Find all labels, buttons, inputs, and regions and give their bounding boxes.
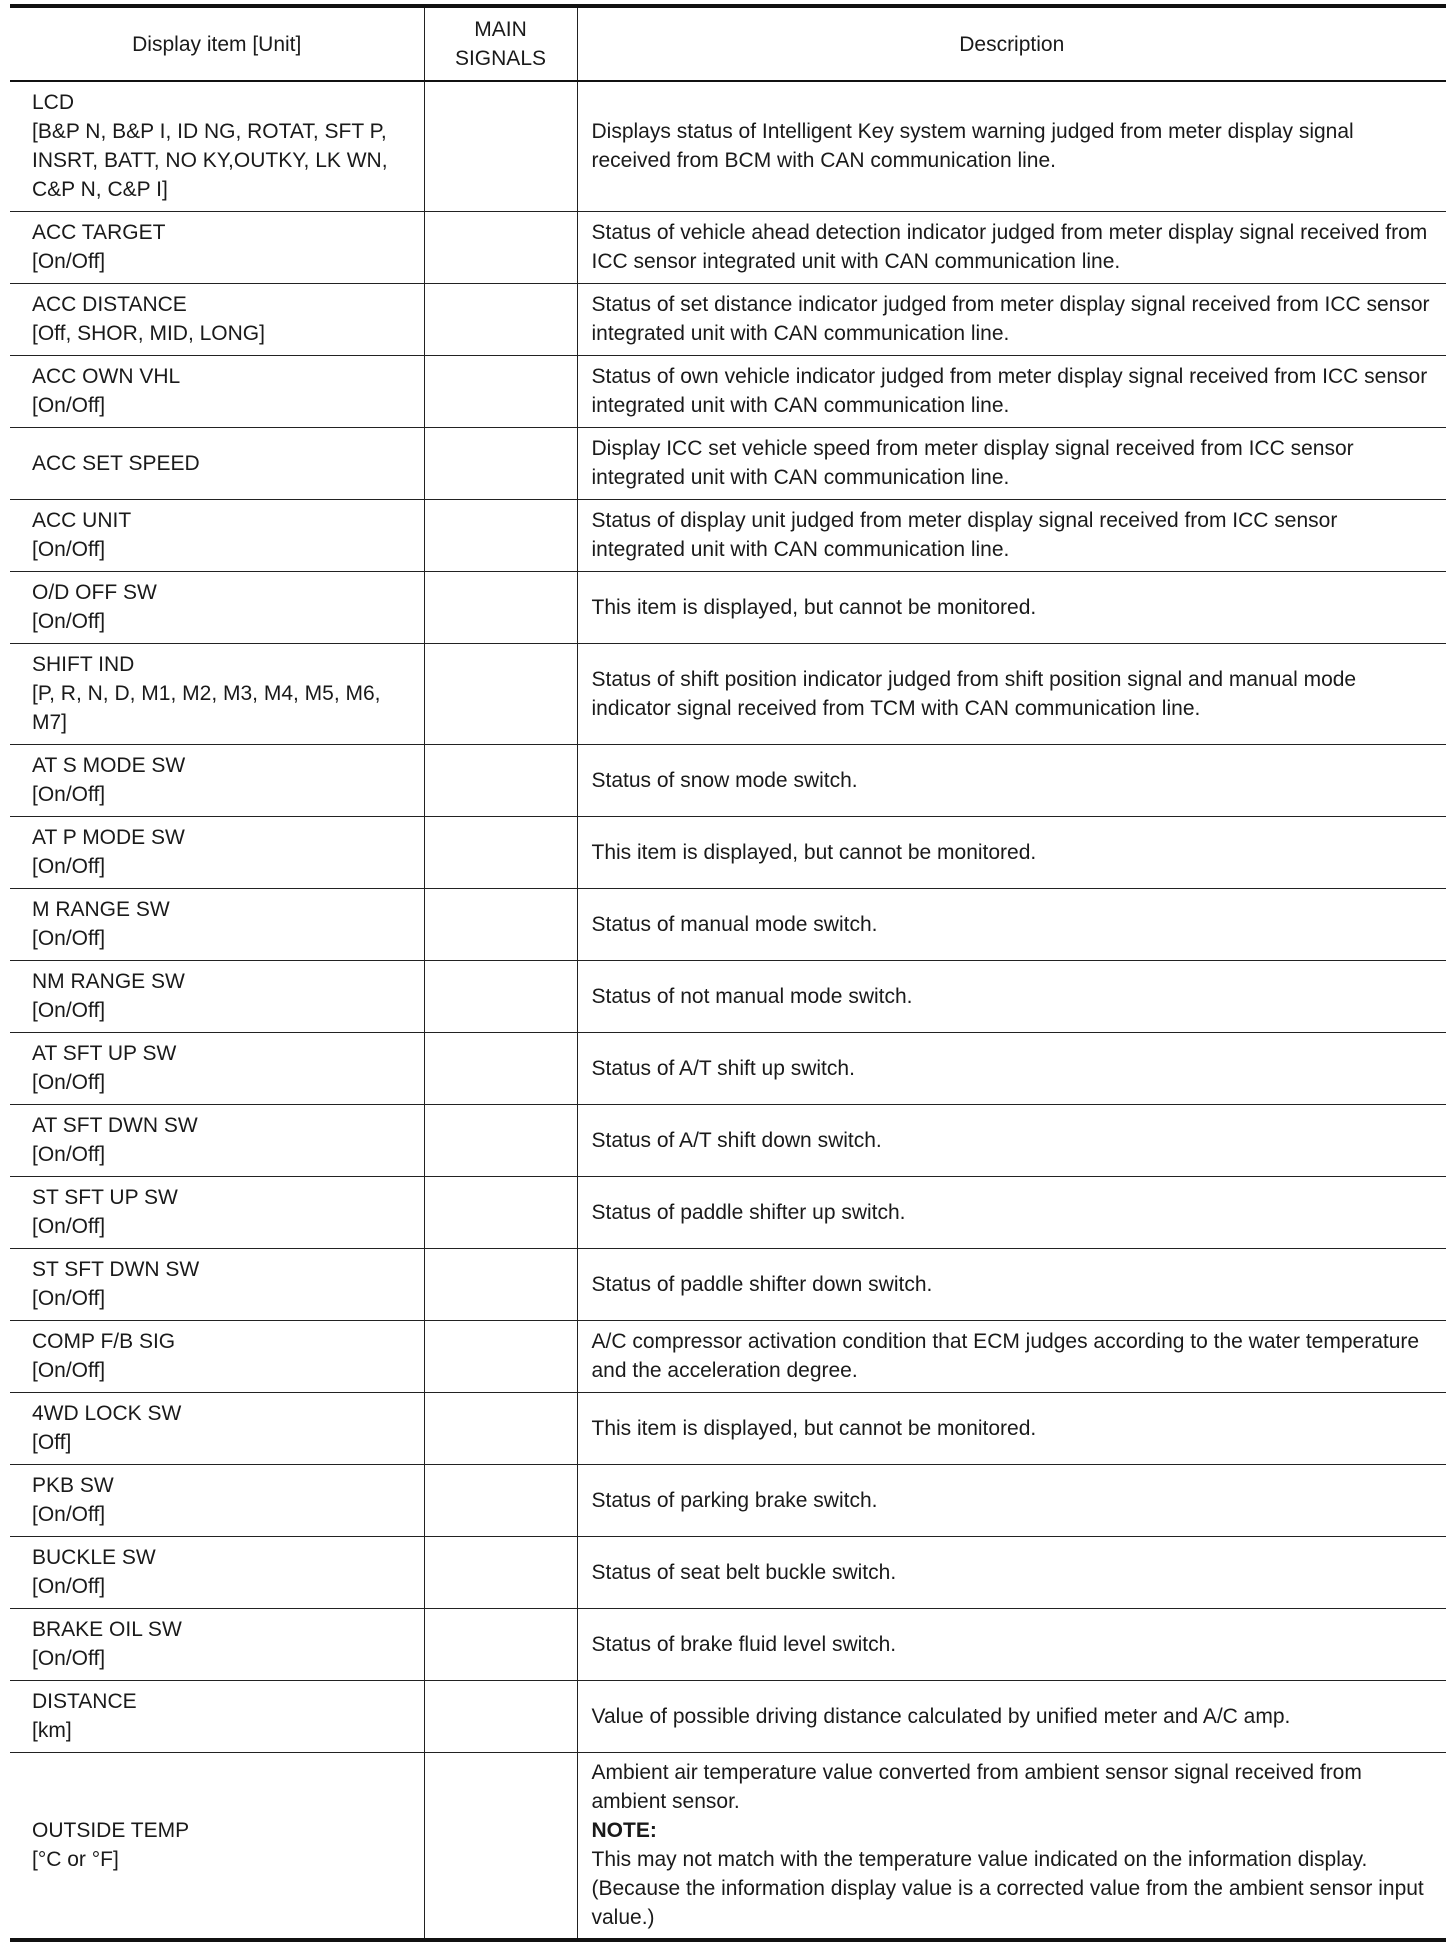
display-item-unit: [On/Off] <box>32 1575 106 1598</box>
display-item-name: ACC SET SPEED <box>32 451 200 475</box>
display-item-unit: [P, R, N, D, M1, M2, M3, M4, M5, M6, M7] <box>32 682 381 734</box>
description-cell <box>577 211 1446 283</box>
description-cell <box>577 1464 1446 1536</box>
main-signals-cell <box>424 1752 577 1940</box>
main-signals-cell <box>424 211 577 283</box>
display-item-unit: [On/Off] <box>32 927 106 950</box>
display-item-name: PKB SW <box>32 1474 114 1497</box>
display-item-unit: [On/Off] <box>32 250 106 273</box>
table-row <box>10 1032 1446 1104</box>
display-item-cell <box>10 355 424 427</box>
description-cell <box>577 1536 1446 1608</box>
display-item-cell <box>10 816 424 888</box>
display-item-name: AT SFT UP SW <box>32 1042 177 1065</box>
display-item-cell <box>10 1104 424 1176</box>
description-text: This item is displayed, but cannot be monitored. <box>591 840 1037 864</box>
display-item-unit: [On/Off] <box>32 1143 106 1166</box>
display-item-cell <box>10 643 424 744</box>
table-row <box>10 355 1446 427</box>
display-item-cell <box>10 211 424 283</box>
description-cell <box>577 283 1446 355</box>
description-text: Displays status of Intelligent Key system warning judged from meter display signal received from BCM with CAN communication line. <box>591 120 1354 173</box>
table-body <box>10 81 1446 1940</box>
description-text: Status of not manual mode switch. <box>591 984 913 1008</box>
description-cell <box>577 960 1446 1032</box>
table-row <box>10 816 1446 888</box>
description-cell <box>577 355 1446 427</box>
description-cell <box>577 1176 1446 1248</box>
display-item-unit: [On/Off] <box>32 1215 106 1238</box>
display-item-unit: [On/Off] <box>32 1287 106 1310</box>
display-item-cell <box>10 1536 424 1608</box>
display-item-unit: [On/Off] <box>32 610 106 633</box>
display-item-name: OUTSIDE TEMP <box>32 1819 190 1843</box>
display-item-unit: [On/Off] <box>32 1071 106 1094</box>
display-item-unit: [On/Off] <box>32 783 106 806</box>
table-row <box>10 1104 1446 1176</box>
table-row <box>10 1464 1446 1536</box>
display-item-name: ST SFT DWN SW <box>32 1258 200 1281</box>
display-item-name: ST SFT UP SW <box>32 1186 178 1209</box>
description-cell <box>577 744 1446 816</box>
main-signals-cell <box>424 1464 577 1536</box>
display-item-unit: [On/Off] <box>32 1359 106 1382</box>
main-signals-cell <box>424 1176 577 1248</box>
description-cell <box>577 499 1446 571</box>
display-item-unit: [On/Off] <box>32 394 106 417</box>
main-signals-cell <box>424 571 577 643</box>
display-item-cell <box>10 1320 424 1392</box>
display-item-name: DISTANCE <box>32 1690 137 1713</box>
description-text: Status of parking brake switch. <box>591 1488 878 1512</box>
description-text: A/C compressor activation condition that ECM judges according to the water temperature and the acceleration degree. <box>591 1330 1420 1382</box>
display-item-name: SHIFT IND <box>32 653 135 676</box>
display-item-table <box>10 4 1446 1942</box>
main-signals-cell <box>424 355 577 427</box>
main-signals-cell <box>424 1248 577 1320</box>
description-text: Value of possible driving distance calculated by unified meter and A/C amp. <box>591 1704 1291 1728</box>
description-cell <box>577 1248 1446 1320</box>
table-row <box>10 1680 1446 1752</box>
main-signals-cell <box>424 1032 577 1104</box>
table-row <box>10 744 1446 816</box>
display-item-name: BRAKE OIL SW <box>32 1618 182 1641</box>
description-cell <box>577 888 1446 960</box>
description-cell <box>577 427 1446 499</box>
table-row <box>10 1176 1446 1248</box>
display-item-name: AT SFT DWN SW <box>32 1114 198 1137</box>
table-row <box>10 81 1446 211</box>
description-text: Status of A/T shift down switch. <box>591 1128 882 1152</box>
display-item-name: BUCKLE SW <box>32 1546 156 1569</box>
description-cell <box>577 1320 1446 1392</box>
display-item-unit: [On/Off] <box>32 855 106 878</box>
display-item-cell <box>10 960 424 1032</box>
display-item-cell <box>10 1392 424 1464</box>
description-cell <box>577 816 1446 888</box>
display-item-cell <box>10 427 424 499</box>
description-cell <box>577 1608 1446 1680</box>
display-item-cell <box>10 1752 424 1940</box>
description-text: Status of A/T shift up switch. <box>591 1056 855 1080</box>
main-signals-cell <box>424 643 577 744</box>
header-main-signals: MAIN SIGNALS <box>424 6 577 81</box>
description-text: This item is displayed, but cannot be monitored. <box>591 595 1037 619</box>
document-page <box>10 4 1446 1942</box>
main-signals-cell <box>424 744 577 816</box>
note-text: This may not match with the temperature value indicated on the information display. (Because the information display value is a corrected value from the ambient sensor input value.) <box>591 1848 1424 1930</box>
main-signals-cell <box>424 816 577 888</box>
display-item-cell <box>10 1464 424 1536</box>
main-signals-cell <box>424 1608 577 1680</box>
header-description: Description <box>577 6 1446 81</box>
description-text: Status of own vehicle indicator judged from meter display signal received from ICC sensor integrated unit with CAN communication line. <box>591 365 1428 417</box>
description-text: Status of vehicle ahead detection indicator judged from meter display signal received from ICC sensor integrated unit with CAN communication line. <box>591 221 1428 273</box>
table-row <box>10 571 1446 643</box>
display-item-name: ACC UNIT <box>32 509 132 532</box>
description-text: Status of snow mode switch. <box>591 768 858 792</box>
table-row <box>10 888 1446 960</box>
display-item-cell <box>10 1032 424 1104</box>
display-item-name: M RANGE SW <box>32 898 170 921</box>
table-row <box>10 1608 1446 1680</box>
description-text: Status of paddle shifter down switch. <box>591 1272 933 1296</box>
display-item-cell <box>10 81 424 211</box>
display-item-unit: [Off, SHOR, MID, LONG] <box>32 322 265 345</box>
display-item-name: ACC TARGET <box>32 221 166 244</box>
main-signals-cell <box>424 283 577 355</box>
display-item-unit: [On/Off] <box>32 999 106 1022</box>
display-item-cell <box>10 888 424 960</box>
description-text: Status of seat belt buckle switch. <box>591 1560 897 1584</box>
display-item-name: COMP F/B SIG <box>32 1330 176 1353</box>
description-text: Status of manual mode switch. <box>591 912 878 936</box>
table-row <box>10 1248 1446 1320</box>
table-row <box>10 1536 1446 1608</box>
display-item-name: LCD <box>32 91 75 115</box>
table-header-row <box>10 6 1446 81</box>
description-cell <box>577 1104 1446 1176</box>
description-cell <box>577 1680 1446 1752</box>
display-item-cell <box>10 1248 424 1320</box>
description-text: Status of display unit judged from meter display signal received from ICC sensor integrated unit with CAN communication line. <box>591 509 1338 561</box>
display-item-name: AT S MODE SW <box>32 754 186 777</box>
display-item-cell <box>10 283 424 355</box>
display-item-name: 4WD LOCK SW <box>32 1402 182 1425</box>
description-text: Status of set distance indicator judged from meter display signal received from ICC sensor integrated unit with CAN communication line. <box>591 293 1430 345</box>
description-cell <box>577 571 1446 643</box>
main-signals-cell <box>424 960 577 1032</box>
table-row <box>10 1392 1446 1464</box>
display-item-unit: [B&P N, B&P I, ID NG, ROTAT, SFT P, INSRT, BATT, NO KY,OUTKY, LK WN, C&P N, C&P I] <box>32 120 388 202</box>
header-display-item: Display item [Unit] <box>10 6 424 81</box>
description-text: This item is displayed, but cannot be monitored. <box>591 1416 1037 1440</box>
main-signals-cell <box>424 427 577 499</box>
description-text: Display ICC set vehicle speed from meter display signal received from ICC sensor integrated unit with CAN communication line. <box>591 437 1354 489</box>
main-signals-cell <box>424 1680 577 1752</box>
display-item-name: NM RANGE SW <box>32 970 185 993</box>
display-item-name: O/D OFF SW <box>32 581 157 604</box>
description-cell <box>577 643 1446 744</box>
main-signals-cell <box>424 888 577 960</box>
main-signals-cell <box>424 81 577 211</box>
table-row <box>10 1752 1446 1940</box>
display-item-unit: [km] <box>32 1719 72 1742</box>
description-text: Status of brake fluid level switch. <box>591 1632 897 1656</box>
table-row <box>10 499 1446 571</box>
main-signals-cell <box>424 1104 577 1176</box>
description-text: Status of shift position indicator judged from shift position signal and manual mode indicator signal received from TCM with CAN communication line. <box>591 667 1357 720</box>
display-item-unit: [On/Off] <box>32 1503 106 1526</box>
table-row <box>10 960 1446 1032</box>
note-label: NOTE: <box>591 1819 657 1843</box>
display-item-name: ACC OWN VHL <box>32 365 181 388</box>
description-cell <box>577 1752 1446 1940</box>
display-item-cell <box>10 1608 424 1680</box>
display-item-cell <box>10 1176 424 1248</box>
table-row <box>10 211 1446 283</box>
display-item-name: AT P MODE SW <box>32 826 185 849</box>
table-row <box>10 427 1446 499</box>
main-signals-cell <box>424 1392 577 1464</box>
display-item-cell <box>10 499 424 571</box>
table-row <box>10 643 1446 744</box>
table-row <box>10 1320 1446 1392</box>
description-text: Ambient air temperature value converted from ambient sensor signal received from ambient sensor. <box>591 1761 1362 1814</box>
main-signals-cell <box>424 1536 577 1608</box>
main-signals-cell <box>424 499 577 571</box>
description-cell <box>577 1032 1446 1104</box>
display-item-unit: [On/Off] <box>32 538 106 561</box>
display-item-cell <box>10 744 424 816</box>
display-item-cell <box>10 1680 424 1752</box>
display-item-unit: [°C or °F] <box>32 1848 119 1872</box>
description-cell <box>577 1392 1446 1464</box>
display-item-cell <box>10 571 424 643</box>
description-cell <box>577 81 1446 211</box>
display-item-name: ACC DISTANCE <box>32 293 187 316</box>
display-item-unit: [Off] <box>32 1431 72 1454</box>
display-item-unit: [On/Off] <box>32 1647 106 1670</box>
main-signals-cell <box>424 1320 577 1392</box>
table-row <box>10 283 1446 355</box>
description-text: Status of paddle shifter up switch. <box>591 1200 906 1224</box>
